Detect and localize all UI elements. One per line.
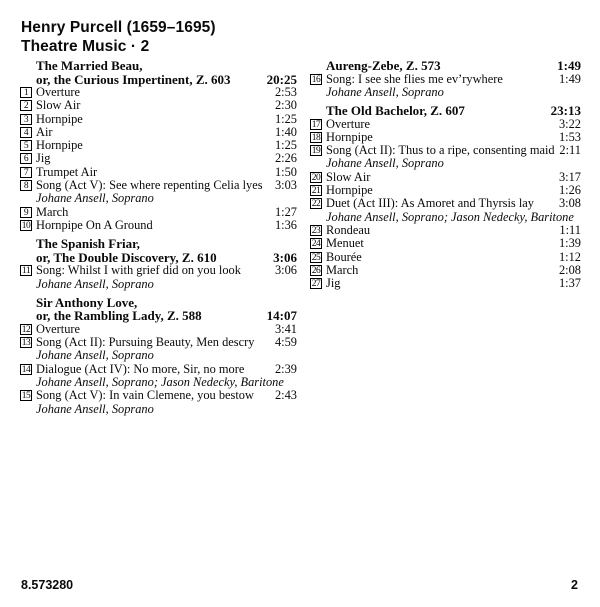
track-row	[20, 152, 297, 165]
track-duration: 3:17	[558, 169, 581, 184]
track-number-box: 5	[20, 140, 32, 151]
track-row	[310, 197, 581, 210]
composer-title: Henry Purcell (1659–1695)	[21, 19, 216, 36]
work-title-text: Sir Anthony Love,	[36, 294, 138, 310]
track-list	[20, 86, 297, 232]
track-number-box: 3	[20, 114, 32, 125]
work-title-line	[20, 237, 297, 251]
track-row	[310, 264, 581, 277]
track-duration: 2:39	[274, 361, 297, 376]
track-number-box: 2	[20, 100, 32, 111]
track-number-box: 22	[311, 199, 321, 210]
track-number-box: 16	[311, 74, 321, 85]
work-title-text: or, the Rambling Lady, Z. 588	[36, 308, 202, 324]
track-duration: 1:25	[274, 111, 297, 126]
track-title: Bourée	[326, 249, 362, 264]
track-duration: 1:37	[558, 276, 581, 291]
track-title: Song: I see she flies me ev’rywhere	[326, 71, 503, 86]
track-number-box: 24	[311, 239, 321, 250]
track-row	[310, 73, 581, 86]
work-total-duration: 14:07	[266, 308, 297, 324]
work-title-text: The Married Beau,	[36, 58, 143, 73]
track-duration: 1:39	[558, 236, 581, 251]
track-list	[310, 73, 581, 100]
track-row	[310, 251, 581, 264]
track-number-box: 23	[311, 225, 321, 236]
track-title: Rondeau	[326, 222, 371, 237]
track-title: Song (Act V): In vain Clemene, you bestow	[36, 388, 254, 403]
track-title: Song: Whilst I with grief did on you look	[36, 263, 241, 278]
page-number: 2	[571, 578, 578, 592]
track-list	[310, 118, 581, 291]
track-number-box: 1	[20, 87, 32, 98]
column-right	[310, 59, 581, 290]
track-duration: 1:12	[558, 249, 581, 264]
track-duration: 1:11	[559, 222, 581, 237]
track-number-box: 26	[311, 265, 321, 276]
track-number-box: 21	[311, 186, 321, 197]
track-title: Duet (Act III): As Amoret and Thyrsis lay	[326, 196, 534, 211]
track-number-box: 12	[21, 324, 31, 335]
track-title: Hornpipe	[326, 129, 373, 144]
work-title-line	[310, 104, 581, 118]
work-section	[20, 296, 297, 416]
work-section	[310, 104, 581, 290]
track-number-box: 27	[311, 279, 321, 290]
track-title: Dialogue (Act IV): No more, Sir, no more	[36, 361, 245, 376]
track-row	[20, 336, 297, 349]
track-title: Overture	[36, 321, 81, 336]
track-title: Hornpipe	[326, 183, 373, 198]
work-section	[20, 237, 297, 291]
track-number-box: 25	[311, 252, 321, 263]
track-performers: Johane Ansell, Soprano	[36, 191, 154, 206]
track-list	[20, 264, 297, 291]
track-row	[20, 179, 297, 192]
work-heading	[20, 59, 297, 86]
track-row	[310, 224, 581, 237]
track-number-box: 8	[20, 180, 32, 191]
track-title: Trumpet Air	[36, 164, 98, 179]
work-title-line	[20, 296, 297, 310]
track-number-box: 14	[21, 364, 31, 375]
track-number-box: 18	[311, 132, 321, 143]
track-title: Air	[36, 124, 53, 139]
track-duration: 1:26	[558, 183, 581, 198]
work-title-text: Aureng-Zebe, Z. 573	[326, 58, 441, 73]
track-duration: 2:53	[274, 85, 297, 99]
track-title: March	[326, 262, 359, 277]
track-duration: 3:08	[558, 196, 581, 211]
track-number-box: 20	[311, 172, 321, 183]
work-title-text: or, The Double Discovery, Z. 610	[36, 249, 217, 265]
work-title-text: or, the Curious Impertinent, Z. 603	[36, 71, 231, 87]
track-number-box: 7	[20, 167, 32, 178]
work-total-duration: 1:49	[557, 58, 581, 73]
track-duration: 2:08	[558, 262, 581, 277]
album-title: Theatre Music · 2	[21, 37, 150, 55]
work-total-duration: 20:25	[266, 71, 297, 87]
track-title: Jig	[36, 151, 51, 166]
work-title-line	[20, 251, 297, 265]
track-row	[20, 219, 297, 232]
track-duration: 1:27	[274, 204, 297, 219]
track-row	[310, 277, 581, 290]
track-row	[20, 363, 297, 376]
track-row	[20, 264, 297, 277]
track-title: Hornpipe	[36, 111, 83, 126]
track-number-box: 15	[21, 391, 31, 402]
track-row	[20, 166, 297, 179]
work-heading	[310, 59, 581, 73]
track-list	[20, 323, 297, 416]
track-duration: 2:11	[559, 143, 581, 158]
track-title: Hornpipe On A Ground	[36, 217, 153, 232]
work-title-text: The Old Bachelor, Z. 607	[326, 103, 465, 119]
track-duration: 4:59	[274, 335, 297, 350]
track-number-box: 9	[20, 207, 32, 218]
track-duration: 3:03	[274, 178, 297, 193]
page-header	[21, 19, 216, 56]
track-row	[20, 206, 297, 219]
track-row	[310, 118, 581, 131]
work-title-line	[20, 309, 297, 323]
track-number-box: 4	[20, 127, 32, 138]
track-row	[20, 389, 297, 402]
track-duration: 1:50	[274, 164, 297, 179]
work-title-line	[20, 59, 297, 73]
page-footer	[21, 578, 578, 592]
track-number-box: 11	[21, 266, 31, 277]
track-title: Hornpipe	[36, 138, 83, 153]
work-heading	[20, 237, 297, 264]
track-title: Song (Act V): See where repenting Celia lyes	[36, 178, 263, 193]
track-performers: Johane Ansell, Soprano	[36, 348, 154, 363]
track-performers: Johane Ansell, Soprano; Jason Nedecky, Baritone	[326, 209, 574, 224]
track-performers: Johane Ansell, Soprano	[36, 401, 154, 416]
track-duration: 1:53	[558, 129, 581, 144]
track-title: March	[36, 204, 69, 219]
track-title: Slow Air	[326, 169, 371, 184]
track-duration: 2:43	[274, 388, 297, 403]
track-number-box: 19	[311, 146, 321, 157]
track-row	[310, 144, 581, 157]
track-duration: 1:36	[274, 217, 297, 232]
track-duration: 3:41	[274, 321, 297, 336]
work-section	[20, 59, 297, 232]
track-row	[20, 323, 297, 336]
track-number-box: 13	[21, 338, 31, 349]
track-title: Overture	[36, 85, 81, 99]
track-row	[310, 184, 581, 197]
track-number-box: 6	[20, 153, 32, 164]
track-duration: 3:06	[274, 263, 297, 278]
track-duration: 2:30	[274, 98, 297, 113]
track-duration: 1:49	[558, 71, 581, 86]
track-row	[20, 99, 297, 112]
track-title: Slow Air	[36, 98, 81, 113]
work-total-duration: 3:06	[273, 249, 297, 265]
work-heading	[20, 296, 297, 323]
work-title-line	[310, 59, 581, 73]
work-title-line	[20, 73, 297, 87]
track-row	[20, 126, 297, 139]
track-duration: 1:40	[274, 124, 297, 139]
work-total-duration: 23:13	[550, 103, 581, 119]
column-left	[20, 59, 297, 416]
track-performers: Johane Ansell, Soprano; Jason Nedecky, Baritone	[36, 375, 284, 390]
work-heading	[310, 104, 581, 118]
catalog-number: 8.573280	[21, 578, 74, 592]
track-row	[310, 171, 581, 184]
track-number-box: 17	[311, 119, 321, 130]
track-number-box: 10	[21, 220, 31, 231]
track-performers: Johane Ansell, Soprano	[326, 84, 444, 99]
track-row	[20, 86, 297, 99]
track-duration: 1:25	[274, 138, 297, 153]
track-title: Menuet	[326, 236, 364, 251]
track-title: Song (Act II): Pursuing Beauty, Men descry	[36, 335, 255, 350]
track-row	[310, 237, 581, 250]
track-row	[20, 139, 297, 152]
track-performers: Johane Ansell, Soprano	[36, 276, 154, 291]
work-section	[310, 59, 581, 99]
track-row	[20, 113, 297, 126]
track-title: Jig	[326, 276, 341, 291]
track-performers: Johane Ansell, Soprano	[326, 156, 444, 171]
track-duration: 3:22	[558, 116, 581, 131]
work-title-text: The Spanish Friar,	[36, 236, 140, 252]
track-title: Overture	[326, 116, 371, 131]
track-duration: 2:26	[274, 151, 297, 166]
track-row	[310, 131, 581, 144]
track-title: Song (Act II): Thus to a ripe, consenting maid	[326, 143, 555, 158]
